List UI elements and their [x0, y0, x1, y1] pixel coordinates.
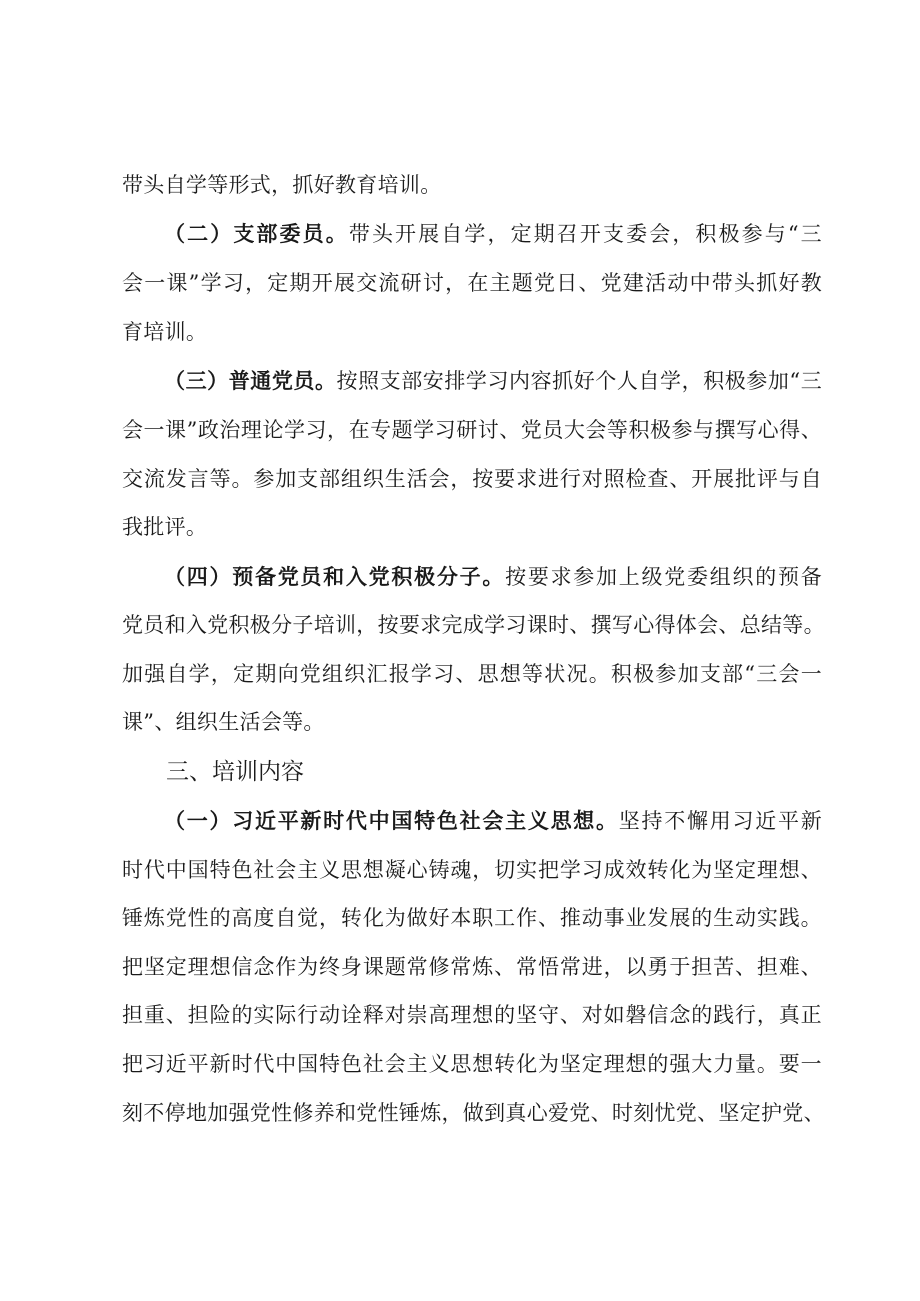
p2-line-2: 会一课”学习，定期开展交流研讨，在主题党日、党建活动中带头抓好教 [122, 271, 822, 295]
p5-line-7: 刻不停地加强党性修养和党性锤炼，做到真心爱党、时刻忧党、坚定护党、 [122, 1101, 825, 1125]
p5-line-5: 担重、担险的实际行动诠释对崇高理想的坚守、对如磐信念的践行，真正 [122, 1003, 822, 1027]
p2-line-1 [164, 219, 822, 249]
p3-lead: （三）普通党员。 [164, 369, 337, 393]
p5-line-4: 把坚定理想信念作为终身课题常修常炼、常悟常进，以勇于担苦、担难、 [122, 955, 822, 979]
p2-line-3: 育培训。 [122, 320, 208, 344]
p5-line-3: 锤炼党性的高度自觉，转化为做好本职工作、推动事业发展的生动实践。 [122, 906, 822, 930]
p4-lead: （四）预备党员和入党积极分子。 [164, 565, 506, 589]
p5-line-1 [164, 806, 822, 836]
p1-line-1: 带头自学等形式，抓好教育培训。 [122, 173, 442, 197]
p4-line-2: 党员和入党积极分子培训，按要求完成学习课时、撰写心得体会、总结等。 [122, 613, 825, 637]
p3-line-2: 会一课”政治理论学习，在专题学习研讨、党员大会等积极参与撰写心得、 [122, 418, 822, 442]
p3-line-4: 我批评。 [122, 515, 208, 539]
p3-line-1 [164, 366, 822, 396]
p4-line-1 [164, 562, 822, 592]
p5-line-6: 把习近平新时代中国特色社会主义思想转化为坚定理想的强大力量。要一 [122, 1052, 822, 1076]
p5-lead: （一）习近平新时代中国特色社会主义思想。 [164, 809, 619, 833]
p3-line-3: 交流发言等。参加支部组织生活会，按要求进行对照检查、开展批评与自 [122, 467, 822, 491]
section-3-heading: 三、培训内容 [166, 759, 304, 785]
p3-line-1-text: 按照支部安排学习内容抓好个人自学，积极参加“三 [336, 369, 822, 393]
p5-line-2: 时代中国特色社会主义思想凝心铸魂，切实把学习成效转化为坚定理想、 [122, 858, 822, 882]
p2-line-1-text: 带头开展自学，定期召开支委会，积极参与“三 [348, 222, 822, 246]
p4-line-3: 加强自学，定期向党组织汇报学习、思想等状况。积极参加支部“三会一 [122, 662, 822, 686]
p4-line-1-text: 按要求参加上级党委组织的预备 [505, 565, 823, 589]
p2-lead: （二）支部委员。 [164, 222, 349, 246]
p5-line-1-text: 坚持不懈用习近平新 [618, 809, 822, 833]
p4-line-4: 课”、组织生活会等。 [122, 710, 325, 734]
